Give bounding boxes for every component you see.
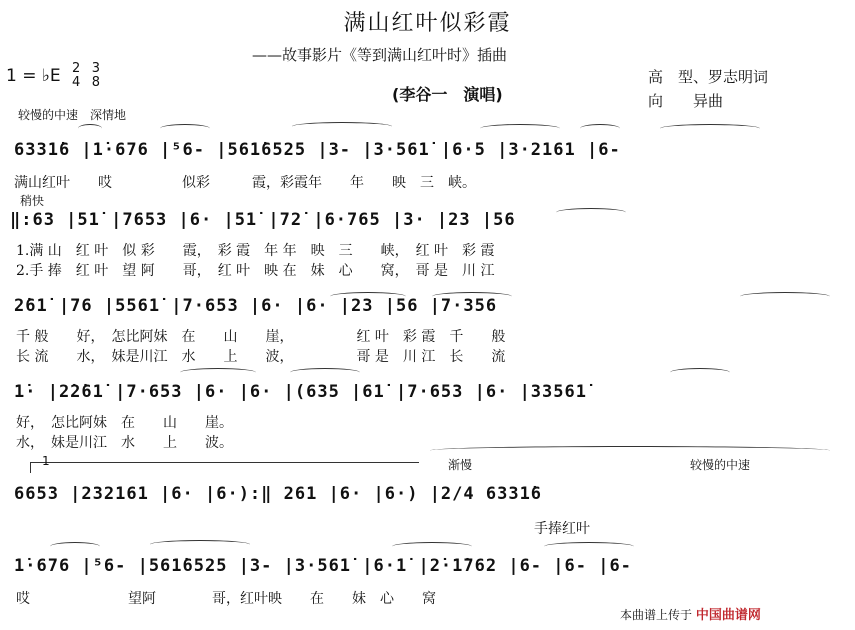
notation-row-4: 1̇· |2̇2̇61̇ |7·653 |6· |6· |(635 |61̇ |7·653 |6· |33561̇ (14, 382, 587, 402)
tempo-marking: 较慢的中速 深情地 (18, 108, 127, 122)
lyricist: 高 型、罗志明词 (648, 68, 769, 86)
tempo-change-return: 较慢的中速 (690, 458, 751, 472)
upload-footer (620, 604, 761, 623)
time-signature-b (92, 62, 100, 90)
slur (480, 124, 560, 133)
slur (740, 292, 830, 301)
composer: 向 异曲 (648, 92, 724, 110)
key-label: 1 = ♭E (6, 66, 61, 86)
lyrics-row-1: 满山红叶 哎 似彩 霞，彩霞年 年 映 三 峡。 (14, 175, 476, 191)
key-signature (6, 62, 100, 90)
lyrics-row-6: 哎 望阿 哥，红叶映 在 妹 心 窝 (16, 591, 436, 607)
slur (670, 368, 730, 377)
tempo-change: 稍快 (20, 194, 45, 208)
time-signature-a (72, 62, 80, 90)
slur (580, 124, 620, 133)
volta-number: 1 (42, 454, 50, 468)
slur (556, 208, 626, 217)
notation-row-3: 2̇61̇ |76 |5561̇ |7·653 |6· |6· |23 |56 |7·356 (14, 296, 498, 316)
notation-row-5: 6653 |232161 |6· |6·):‖ 261 |6· |6·) |2/4 6331̇6 (14, 484, 543, 504)
page-title: 满山红叶似彩霞 (343, 11, 512, 36)
footer-text: 本曲谱上传于 (620, 608, 693, 622)
slur (78, 124, 102, 133)
lyrics-row-4a: 好， 怎比阿妹 在 山 崖。 (16, 415, 233, 431)
slur (160, 124, 210, 133)
lyrics-row-2b: 2.手 捧 红 叶 望 阿 哥， 红 叶 映 在 妹 心 窝， 哥 是 川 江 (16, 263, 495, 279)
slur (392, 542, 472, 551)
slur (50, 542, 100, 551)
notation-row-2: ‖:63 |51̇ |7653 |6· |51̇ |72̇ |6·765 |3· |23 |56 (10, 210, 516, 230)
slur (290, 368, 360, 377)
site-logo: 中国曲谱网 (695, 608, 761, 623)
slur (660, 124, 760, 133)
meter-a-top: 2 (72, 61, 81, 76)
lyrics-row-3a: 千 般 好， 怎比阿妹 在 山 崖， 红 叶 彩 霞 千 般 (16, 329, 506, 345)
notation-row-1: 6331̇6 |1̇·676 |⁵6- |561̇6525 |3- |3·561̇ |6·5 |3·2161 |6- (14, 140, 621, 160)
slur (430, 446, 830, 455)
slur (292, 122, 392, 131)
slur (150, 540, 250, 549)
slur (180, 368, 256, 377)
volta-bracket (30, 462, 419, 473)
lyrics-row-4b: 水， 妹是川江 水 上 波。 (16, 435, 233, 451)
lyrics-row-5: 手捧红叶 (16, 521, 590, 537)
slur (544, 542, 634, 551)
tempo-change-rit: 渐慢 (448, 458, 473, 472)
lyrics-row-2a: 1.满 山 红 叶 似 彩 霞， 彩 霞 年 年 映 三 峡， 红 叶 彩 霞 (16, 243, 495, 259)
page-subtitle: ——故事影片《等到满山红叶时》插曲 (252, 46, 508, 64)
meter-b-bottom: 8 (91, 75, 101, 90)
performer: (李谷一 演唱) (392, 85, 503, 104)
meter-b-top: 3 (91, 61, 101, 76)
notation-row-6: 1̇·676 |⁵6- |561̇6525 |3- |3·561̇ |6·1̇ |2̇·1̇762 |6- |6- |6- (14, 556, 632, 576)
lyrics-row-3b: 长 流 水， 妹是川江 水 上 波， 哥 是 川 江 长 流 (16, 349, 506, 365)
meter-a-bottom: 4 (72, 75, 81, 90)
